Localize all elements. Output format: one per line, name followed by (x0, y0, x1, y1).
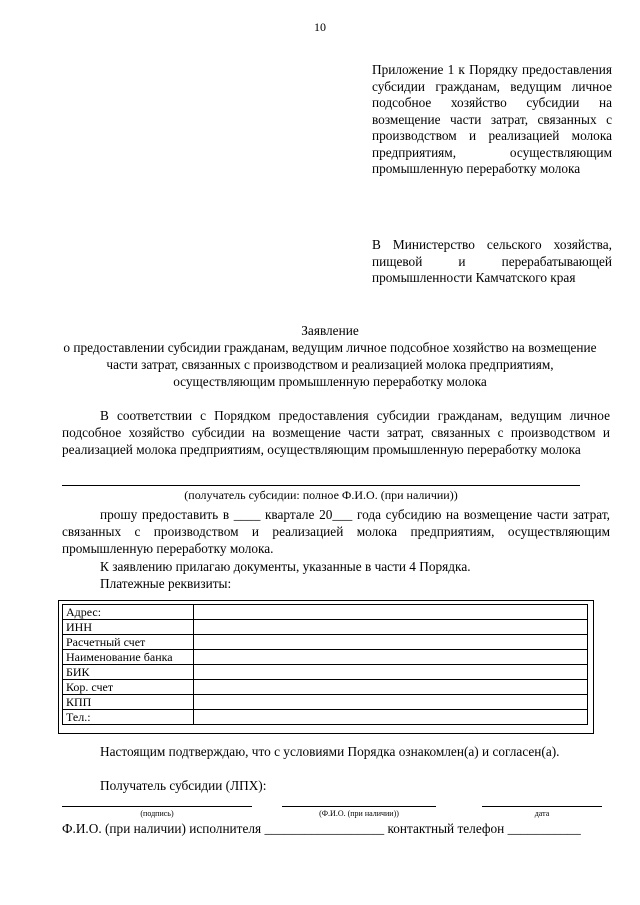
page-number: 10 (314, 20, 326, 34)
row-label: Тел.: (63, 710, 194, 725)
table-row (63, 680, 588, 695)
row-value[interactable] (194, 710, 588, 725)
row-value[interactable] (194, 680, 588, 695)
row-label: БИК (63, 665, 194, 680)
date-line[interactable] (482, 806, 602, 807)
recipient-name-line[interactable] (62, 485, 580, 486)
recipient-lph-label: Получатель субсидии (ЛПХ): (100, 778, 267, 793)
row-value[interactable] (194, 605, 588, 620)
row-label: Расчетный счет (63, 635, 194, 650)
table-row (63, 605, 588, 620)
confirmation-text: Настоящим подтверждаю, что с условиями Порядка ознакомлен(а) и согласен(а). (100, 744, 560, 759)
row-value[interactable] (194, 620, 588, 635)
fio-caption: (Ф.И.О. (при наличии)) (319, 809, 399, 818)
row-label: Наименование банка (63, 650, 194, 665)
row-value[interactable] (194, 665, 588, 680)
document-subtitle: о предоставлении субсидии гражданам, ведущим личное подсобное хозяйство на возмещение части затрат, связанных с производством и реализацией молока предприятиям, осуществляющим промышленную переработку молока (63, 340, 597, 389)
intro-paragraph: В соответствии с Порядком предоставления субсидии гражданам, ведущим личное подсобное хозяйство субсидии на возмещение части затрат, связанных с производством и реализацией молока предприятиям, осуществляющим промышленную переработку молока (62, 408, 610, 457)
table-row (63, 635, 588, 650)
table-row (63, 695, 588, 710)
row-label: Адрес: (63, 605, 194, 620)
row-value[interactable] (194, 635, 588, 650)
addressee: В Министерство сельского хозяйства, пищевой и перерабатывающей промышленности Камчатского края (372, 237, 612, 285)
payment-details-label: Платежные реквизиты: (100, 576, 232, 591)
table-row (63, 620, 588, 635)
executor-line: Ф.И.О. (при наличии) исполнителя __________________ контактный телефон ___________ (62, 821, 581, 836)
recipient-caption: (получатель субсидии: полное Ф.И.О. (при наличии)) (184, 488, 458, 502)
date-caption: дата (534, 809, 550, 818)
appendix-reference: Приложение 1 к Порядку предоставления субсидии гражданам, ведущим личное подсобное хозяйство субсидии на возмещение части затрат, связанных с производством и реализацией молока предприятиям, осуществляющим промышленную переработку молока (372, 62, 612, 176)
row-label: КПП (63, 695, 194, 710)
request-paragraph: прошу предоставить в ____ квартале 20___ года субсидию на возмещение части затрат, связанных с производством и реализацией молока предприятиям, осуществляющим промышленную переработку молока. (62, 507, 610, 556)
signature-caption: (подпись) (140, 809, 174, 818)
row-value[interactable] (194, 695, 588, 710)
fio-line[interactable] (282, 806, 436, 807)
row-label: ИНН (63, 620, 194, 635)
row-label: Кор. счет (63, 680, 194, 695)
signature-line[interactable] (62, 806, 252, 807)
table-row (63, 710, 588, 725)
row-value[interactable] (194, 650, 588, 665)
table-row (63, 665, 588, 680)
requisites-table (62, 604, 588, 725)
attachments-text: К заявлению прилагаю документы, указанные в части 4 Порядка. (100, 559, 471, 574)
table-row (63, 650, 588, 665)
document-title: Заявление (301, 323, 359, 338)
